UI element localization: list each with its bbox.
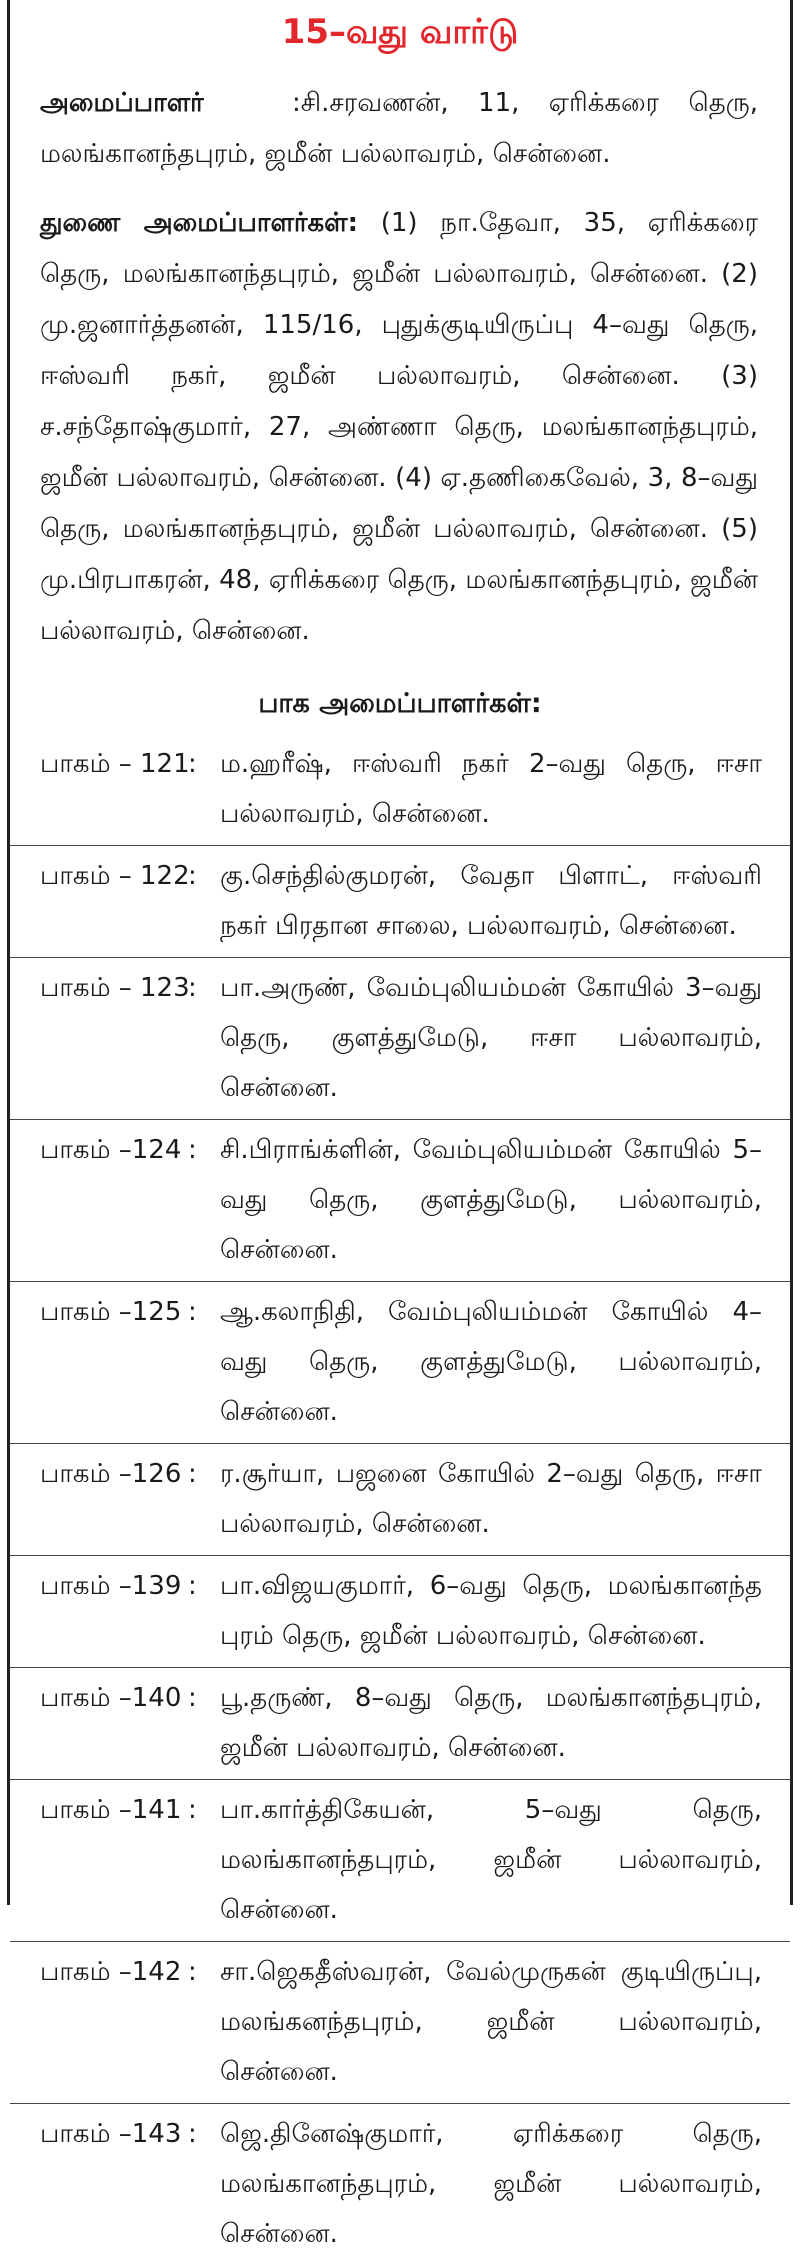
booth-id: பாகம் –143: [40, 2119, 182, 2149]
deputy-label: துணை அமைப்பாளர்கள்:: [40, 208, 358, 238]
separator: :: [188, 1571, 197, 1601]
deputy-paragraph: [40, 198, 758, 657]
booth-row: [10, 1779, 790, 1941]
separator: :: [188, 2119, 197, 2149]
booth-id: பாகம் –126: [40, 1459, 182, 1489]
separator: :: [188, 1957, 197, 1987]
booth-address: சி.பிராங்க்ளின், வேம்புலியம்மன் கோயில் 5–வது தெரு, குளத்துமேடு, பல்லாவரம், சென்னை.: [220, 1135, 762, 1265]
separator: :: [188, 749, 197, 779]
booth-id: பாகம் –139: [40, 1571, 182, 1601]
booth-row: [10, 957, 790, 1119]
booth-row: [10, 1667, 790, 1779]
booth-address: ர.சூர்யா, பஜனை கோயில் 2–வது தெரு, ஈசா பல்லாவரம், சென்னை.: [220, 1459, 762, 1539]
booth-row: [10, 1281, 790, 1443]
booth-address: ம.ஹரீஷ், ஈஸ்வரி நகர் 2–வது தெரு, ஈசா பல்லாவரம், சென்னை.: [220, 749, 762, 829]
booth-id: பாகம் –140: [40, 1683, 182, 1713]
booth-row: [10, 845, 790, 957]
booth-id: பாகம் –125: [40, 1297, 182, 1327]
separator: :: [188, 1683, 197, 1713]
booth-heading: பாக அமைப்பாளர்கள்:: [258, 688, 542, 719]
booth-address: பா.அருண், வேம்புலியம்மன் கோயில் 3–வது தெரு, குளத்துமேடு, ஈசா பல்லாவரம், சென்னை.: [220, 973, 762, 1103]
booth-address: பா.விஜயகுமார், 6–வது தெரு, மலங்கானந்த புரம் தெரு, ஜமீன் பல்லாவரம், சென்னை.: [220, 1571, 762, 1651]
booth-address: ஆ.கலாநிதி, வேம்புலியம்மன் கோயில் 4–வது தெரு, குளத்துமேடு, பல்லாவரம், சென்னை.: [220, 1297, 762, 1427]
separator: :: [188, 1297, 197, 1327]
organizer-label: அமைப்பாளர்: [40, 88, 204, 118]
booth-address: ஜெ.தினேஷ்குமார், ஏரிக்கரை தெரு, மலங்கானந்தபுரம், ஜமீன் பல்லாவரம், சென்னை.: [220, 2119, 762, 2249]
booth-id: பாகம் – 122: [40, 861, 190, 891]
booth-row: [10, 1941, 790, 2103]
booth-id: பாகம் –142: [40, 1957, 182, 1987]
booth-row: [10, 739, 790, 845]
booth-row: [10, 1119, 790, 1281]
booth-id: பாகம் – 123: [40, 973, 190, 1003]
booth-row: [10, 2103, 790, 2265]
separator: :: [188, 973, 197, 1003]
booth-id: பாகம் –141: [40, 1795, 182, 1825]
booth-address: பா.கார்த்திகேயன், 5–வது தெரு, மலங்கானந்தபுரம், ஜமீன் பல்லாவரம், சென்னை.: [220, 1795, 762, 1925]
separator: :: [188, 1135, 197, 1165]
document-page: [7, 0, 793, 2249]
organizer-paragraph: [40, 78, 758, 180]
booth-address: கு.செந்தில்குமரன், வேதா பிளாட், ஈஸ்வரி நகர் பிரதான சாலை, பல்லாவரம், சென்னை.: [220, 861, 762, 941]
booth-id: பாகம் –124: [40, 1135, 182, 1165]
ward-title: 15–வது வார்டு: [281, 12, 519, 52]
booth-id: பாகம் – 121: [40, 749, 190, 779]
separator: :: [188, 1459, 197, 1489]
deputy-text: (1) நா.தேவா, 35, ஏரிக்கரை தெரு, மலங்கானந்தபுரம், ஜமீன் பல்லாவரம், சென்னை. (2) மு.ஜனார்த்தனன், 115/16, புதுக்குடியிருப்பு 4–வது தெரு, ஈஸ்வரி நகர், ஜமீன் பல்லாவரம், சென்னை. (3) ச.சந்தோஷ்குமார், 27, அண்ணா தெரு, மலங்கானந்தபுரம், ஜமீன் பல்லாவரம், சென்னை. (4) ஏ.தணிகைவேல், 3, 8–வது தெரு, மலங்கானந்தபுரம், ஜமீன் பல்லாவரம், சென்னை. (5) மு.பிரபாகரன், 48, ஏரிக்கரை தெரு, மலங்கானந்தபுரம், ஜமீன் பல்லாவரம், சென்னை.: [40, 208, 759, 646]
booth-row: [10, 1555, 790, 1667]
separator: :: [188, 861, 197, 891]
booth-address: சா.ஜெகதீஸ்வரன், வேல்முருகன் குடியிருப்பு, மலங்கனந்தபுரம், ஜமீன் பல்லாவரம், சென்னை.: [220, 1957, 762, 2087]
booth-row: [10, 1443, 790, 1555]
separator: :: [188, 1795, 197, 1825]
booth-address: பூ.தருண், 8–வது தெரு, மலங்கானந்தபுரம், ஜமீன் பல்லாவரம், சென்னை.: [220, 1683, 762, 1763]
booth-list: [10, 739, 790, 2265]
organizer-text: :சி.சரவணன், 11, ஏரிக்கரை தெரு, மலங்கானந்தபுரம், ஜமீன் பல்லாவரம், சென்னை.: [40, 88, 758, 169]
